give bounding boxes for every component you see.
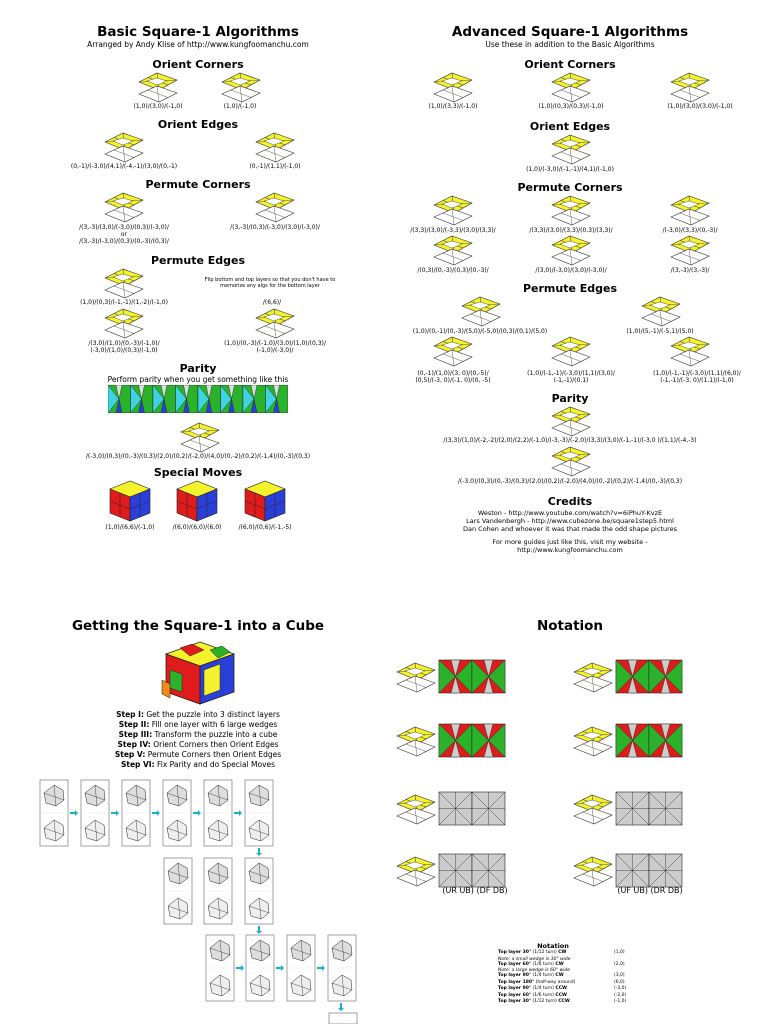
notation-figure bbox=[395, 658, 507, 694]
parity-tile bbox=[176, 385, 199, 413]
advanced-permute-edges-title: Permute Edges bbox=[522, 282, 618, 295]
alg-or: or bbox=[120, 231, 128, 238]
cube-icon bbox=[243, 479, 287, 523]
basic-permute-edges-title: Permute Edges bbox=[150, 254, 246, 267]
alg-label: (1,0)/(5,-1)/(-5,1)/(5,0) bbox=[626, 328, 694, 335]
puzzle-icon bbox=[669, 70, 711, 104]
puzzle-icon bbox=[179, 420, 221, 454]
cube-icon bbox=[108, 479, 152, 523]
alg-label: /(3,-3)/(-3,0)/(0,3)/(0,-3)/(0,3)/ bbox=[79, 238, 169, 245]
alg-label: (1,0)/(-1,0) bbox=[223, 103, 257, 110]
alg-label: (0,-1)/(1,1)/(-1,0) bbox=[249, 163, 301, 170]
puzzle-icon bbox=[669, 334, 711, 368]
puzzle-icon bbox=[254, 306, 296, 340]
alg-label: (0,-1)/(-3,0)/(4,1)/(-4,-1)/(3,0)/(0,-1) bbox=[70, 163, 178, 170]
notation-row: Top layer 30° (1/12 turn) CCW (-1,0) bbox=[498, 999, 627, 1004]
more-guides: For more guides just like this, visit my website - bbox=[492, 538, 648, 546]
puzzle-icon bbox=[103, 306, 145, 340]
website-link[interactable]: http://www.kungfoomanchu.com bbox=[517, 546, 623, 554]
alg-label: (1,0)/(6,6)/(-1,0) bbox=[105, 524, 155, 531]
advanced-title: Advanced Square-1 Algorithms bbox=[451, 24, 689, 40]
notation-row: Top layer 60° (1/6 turn) CCW (-2,0) bbox=[498, 992, 627, 998]
puzzle-icon bbox=[550, 233, 592, 267]
parity-desc: Perform parity when you get something like this bbox=[107, 375, 289, 384]
notation-figure bbox=[572, 658, 684, 694]
notation-title: Notation bbox=[536, 618, 604, 634]
alg-label: /(6,0)/(6,0)/(6,0) bbox=[172, 524, 222, 531]
alg-label: /(3,-3)/(3,-3)/ bbox=[670, 267, 710, 274]
puzzle-icon bbox=[669, 233, 711, 267]
puzzle-icon bbox=[432, 334, 474, 368]
parity-tile bbox=[266, 385, 289, 413]
notation-table bbox=[498, 942, 648, 1022]
notation-figure bbox=[395, 790, 507, 826]
puzzle-icon bbox=[432, 70, 474, 104]
notation-figure bbox=[572, 790, 684, 826]
basic-special-moves-title: Special Moves bbox=[153, 466, 243, 479]
credit-line: Lars Vandenbergh - http://www.cubezone.be/square1step5.html bbox=[466, 517, 674, 525]
credit-line: Dan Cohen and whoever it was that made the odd shape pictures bbox=[462, 525, 678, 533]
puzzle-icon bbox=[640, 294, 682, 328]
alg-label: (1,0)/(3,0)/(-1,0) bbox=[133, 103, 183, 110]
puzzle-icon bbox=[254, 130, 296, 164]
notation-row: Top layer 180° (half-way around) (6,0) bbox=[498, 979, 625, 985]
alg-label: (-1,-1)/(0,1) bbox=[553, 377, 589, 384]
alg-label: (1,0)/(0,3)/(-1,-1)/(1,-2)/(-1,0) bbox=[80, 299, 168, 306]
alg-label: /(3,0)/(1,0)/(0,-3)/(-1,0)/ bbox=[88, 340, 160, 347]
credits-title: Credits bbox=[547, 495, 593, 508]
alg-label: (1,0)/(3,0)/(3,0)/(-1,0) bbox=[667, 103, 733, 110]
shape-flow-diagram bbox=[38, 778, 358, 1024]
parity-tile bbox=[243, 385, 266, 413]
advanced-orient-edges-title: Orient Edges bbox=[529, 120, 611, 133]
parity-tile bbox=[198, 385, 221, 413]
alg-label: /(3,-3)/(0,3)/(-3,0)/(3,0)/(-3,0)/ bbox=[230, 224, 320, 231]
alg-label: (-1,0)/(-3,0)/ bbox=[256, 347, 294, 354]
notation-label: (UF UB) (DR DB) bbox=[617, 886, 683, 895]
advanced-byline: Use these in addition to the Basic Algorithms bbox=[485, 40, 655, 49]
basic-orient-edges-title: Orient Edges bbox=[157, 118, 239, 131]
notation-figure bbox=[395, 722, 507, 758]
puzzle-icon bbox=[550, 334, 592, 368]
alg-label: /(3,0)/(-3,0)/(3,0)/(-3,0)/ bbox=[535, 267, 607, 274]
notation-row: Top layer 30° (1/12 turn) CW (1,0) bbox=[498, 950, 625, 955]
puzzle-icon bbox=[103, 266, 145, 300]
puzzle-icon bbox=[550, 404, 592, 438]
step-item: Step I: Get the puzzle into 3 distinct layers bbox=[116, 710, 280, 719]
alg-label: (0,-1)/(1,0)/(3, 0)/(0,-5)/ bbox=[417, 370, 489, 377]
puzzle-icon bbox=[432, 193, 474, 227]
alg-label: (1,0)/(0,-3)/(-1,0)/(3,0)/(1,0)/(0,3)/ bbox=[224, 340, 326, 347]
notation-table-title: Notation bbox=[537, 942, 569, 950]
alg-label: (-3,0)/(1,0)/(0,3)/(-1,0) bbox=[90, 347, 158, 354]
puzzle-icon bbox=[254, 190, 296, 224]
step-item: Step V: Permute Corners then Orient Edges bbox=[114, 750, 282, 759]
parity-tile bbox=[221, 385, 244, 413]
basic-parity-title: Parity bbox=[179, 362, 217, 375]
advanced-parity-title: Parity bbox=[551, 392, 589, 405]
alg-label: /(3,3)/(1,0)/(-2,-2)/(2,0)/(2,2)/(-1,0)/(-3,-3)/(-2,0)/(3,3)/(3,0)/(-1,-1)/(-3,0 )/(1,1)/(-4,-3) bbox=[443, 437, 697, 444]
notation-row: Top layer 90° (1/4 turn) CCW (-3,0) bbox=[498, 986, 627, 991]
step-item: Step IV: Orient Corners then Orient Edges bbox=[117, 740, 279, 749]
alg-label: (1,0)/(-1,-1)/(-3,0)/(1,1)/(3,0)/ bbox=[527, 370, 615, 377]
steps-list bbox=[0, 710, 396, 770]
permute-edges-note: Flip bottom and top layers so that you don't have to bbox=[204, 277, 336, 283]
puzzle-icon bbox=[137, 70, 179, 104]
cube-guide-title: Getting the Square-1 into a Cube bbox=[71, 618, 325, 634]
puzzle-icon bbox=[550, 70, 592, 104]
advanced-orient-corners-title: Orient Corners bbox=[524, 58, 616, 71]
parity-tile bbox=[131, 385, 154, 413]
step-item: Step VI: Fix Parity and do Special Moves bbox=[120, 760, 276, 769]
notation-row: Top layer 90° (1/4 turn) CW (3,0) bbox=[498, 973, 625, 978]
alg-label: /(0,3)/(0,-3)/(0,3)/(0,-3)/ bbox=[417, 267, 489, 274]
puzzle-icon bbox=[103, 190, 145, 224]
basic-permute-corners-title: Permute Corners bbox=[145, 178, 251, 191]
puzzle-icon bbox=[550, 193, 592, 227]
puzzle-icon bbox=[550, 132, 592, 166]
step-item: Step III: Transform the puzzle into a cube bbox=[118, 730, 278, 739]
parity-tile bbox=[108, 385, 131, 413]
alg-label: (1,0)/(0,3)/(0,3)/(-1,0) bbox=[538, 103, 604, 110]
notation-note: Note: a large wedge is 60° wide bbox=[498, 968, 571, 973]
alg-label: (1,0)/(-1,-1)/(-3,0)/(1,1)/(6,0)/ bbox=[653, 370, 741, 377]
notation-label: (UR UB) (DF DB) bbox=[442, 886, 508, 895]
puzzle-icon bbox=[432, 233, 474, 267]
advanced-permute-corners-title: Permute Corners bbox=[517, 181, 623, 194]
notation-figure bbox=[395, 852, 507, 888]
parity-strip bbox=[108, 385, 288, 413]
alg-label: (1,0)/(-3,0)/(-1,-1)/(4,1)/(-1,0) bbox=[526, 166, 614, 173]
basic-byline: Arranged by Andy Klise of http://www.kungfoomanchu.com bbox=[87, 40, 309, 49]
puzzle-icon bbox=[220, 70, 262, 104]
alg-label: (1,0)/(3,3)/(-1,0) bbox=[428, 103, 478, 110]
notation-note: Note: a small wedge is 30° wide bbox=[498, 956, 571, 962]
shape-cube-image bbox=[160, 640, 240, 706]
puzzle-icon bbox=[460, 294, 502, 328]
alg-label: /(-3,0)/(3,3)/(0,-3)/ bbox=[662, 227, 718, 234]
puzzle-icon bbox=[103, 130, 145, 164]
puzzle-icon bbox=[669, 193, 711, 227]
puzzle-icon bbox=[550, 444, 592, 478]
alg-label: /(6,0)/(0,6)/(-1,-5) bbox=[238, 524, 292, 531]
parity-tile bbox=[153, 385, 176, 413]
alg-label: /(-3,0)/(0,3)/(0,-3)/(0,3)/(2,0)/(0,2)/(-2,0)/(4,0)/(0,-2)/(0,2)/(-1,4)/(0,-3)/(0,3) bbox=[85, 453, 311, 460]
alg-label: (0,5)/(-3, 0)/(-1, 0)/(0, -5) bbox=[415, 377, 491, 384]
basic-title: Basic Square-1 Algorithms bbox=[97, 24, 299, 40]
alg-label: (1,0)/(0,-1)/(0,-3)/(5,0)/(-5,0)/(0,3)/(0,1)/(5,0) bbox=[412, 328, 548, 335]
notation-figure bbox=[572, 852, 684, 888]
basic-orient-corners-title: Orient Corners bbox=[152, 58, 244, 71]
alg-label: /(-3,0)/(0,3)/(0,-3)/(0,3)/(2,0)/(0,2)/(-2,0)/(4,0)/(0,-2)/(0,2)/(-1,4)/(0,-3)/(0,3) bbox=[457, 478, 683, 485]
alg-label: /(3,3)/(3,0)/(-3,3)/(3,0)/(3,3)/ bbox=[410, 227, 496, 234]
alg-label: /(3,3)/(3,0)/(3,3)/(0,3)/(3,3)/ bbox=[529, 227, 613, 234]
permute-edges-note: memorize any algs for the bottom layer bbox=[220, 283, 320, 289]
notation-row: Top layer 60° (1/6 turn) CW (2,0) bbox=[498, 961, 625, 967]
credit-line: Weston - http://www.youtube.com/watch?v=6iPhuY-KvzE bbox=[477, 509, 663, 517]
cube-icon bbox=[175, 479, 219, 523]
alg-label: /(3,-3)/(3,0)/(-3,0)/(0,3)/(-3,0)/ bbox=[79, 224, 169, 231]
notation-figure bbox=[572, 722, 684, 758]
alg-label: /(6,6)/ bbox=[262, 299, 282, 306]
step-item: Step II: Fill one layer with 6 large wedges bbox=[118, 720, 278, 729]
alg-label: (-1,-1)/(-3, 0)/(1,1)/(-1,0) bbox=[660, 377, 734, 384]
